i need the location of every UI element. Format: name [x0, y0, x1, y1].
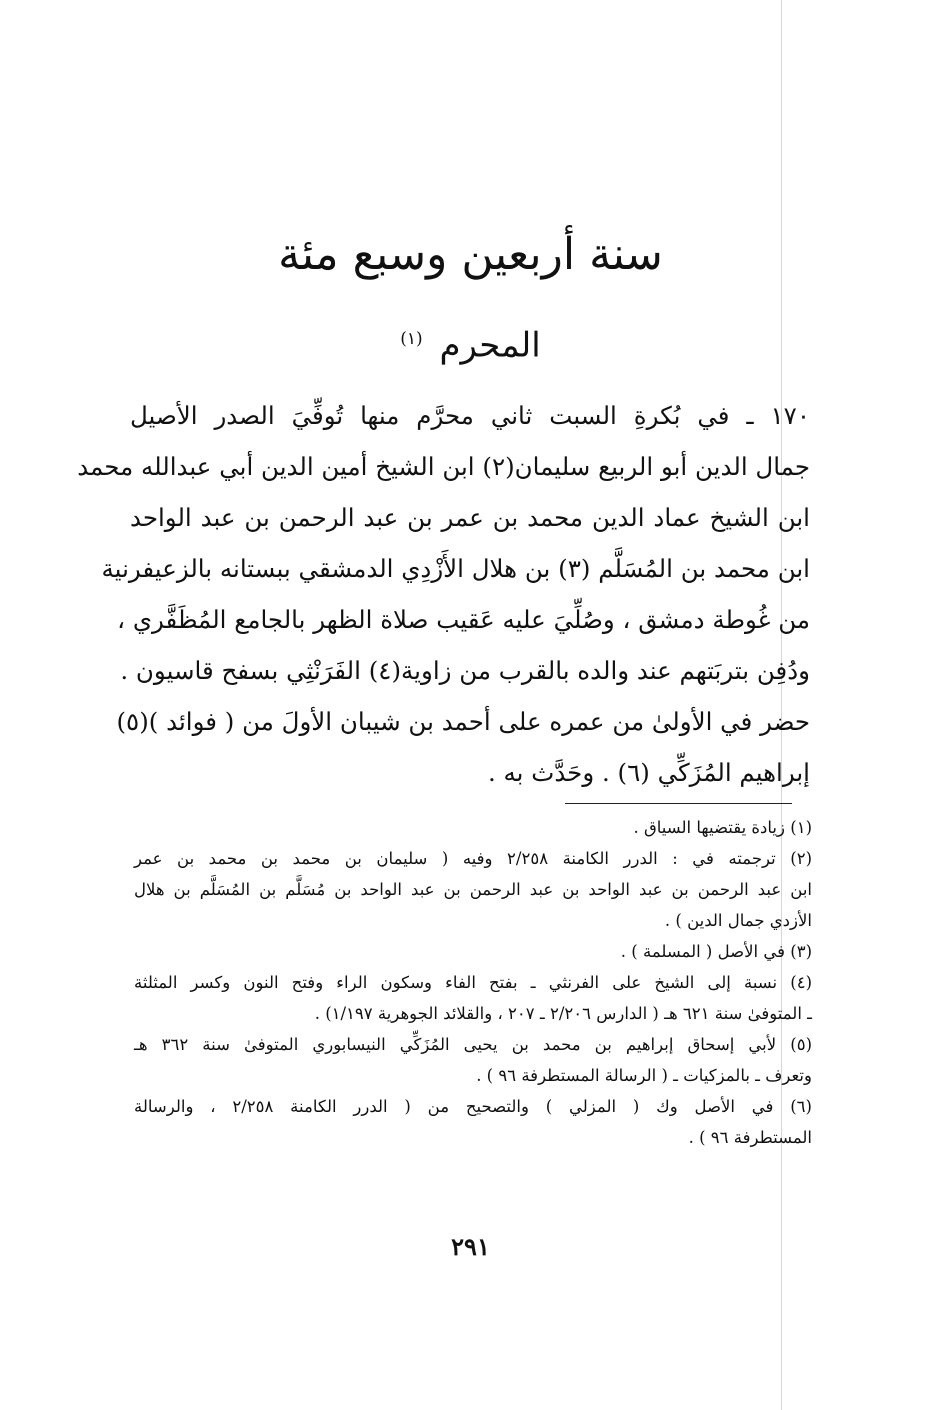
footnote-separator	[565, 803, 792, 804]
footnote-line: الأزدي جمال الدين ) .	[664, 911, 812, 930]
footnote-line: ـ المتوفىٰ سنة ٦٢١ هـ ( الدارس ٢/٢٠٦ ـ ٢٠٧ ، والقلائد الجوهرية ١/١٩٧) .	[314, 1004, 812, 1023]
footnote-line: (١) زيادة يقتضيها السياق .	[633, 818, 812, 837]
footnote-line: (٤) نسبة إلى الشيخ على الفرنثي ـ بفتح الفاء وسكون الراء وفتح النون وكسر المثلثة	[134, 973, 812, 992]
footnote-line: وتعرف ـ بالمزكيات ـ ( الرسالة المستطرفة ٩٦ ) .	[476, 1066, 812, 1085]
narration-paragraph	[116, 696, 810, 798]
footnote-line: ابن عبد الرحمن بن عبد الواحد بن عبد الرحمن بن عبد الواحد بن مُسَلَّم بن المُسَلَّم بن هلال	[134, 880, 812, 899]
text-line: ابن الشيخ عماد الدين محمد بن عمر بن عبد الرحمن بن عبد الواحد	[130, 503, 810, 532]
text-line: ١٧٠ ـ في بُكرةِ السبت ثاني محرَّم منها تُوفِّيَ الصدر الأصيل	[130, 401, 810, 430]
footnote-line: (٣) في الأصل ( المسلمة ) .	[620, 942, 812, 961]
month-heading-text: المحرم	[439, 325, 541, 366]
footnotes	[134, 812, 812, 1153]
text-line: من غُوطة دمشق ، وصُلِّيَ عليه عَقيب صلاة الظهر بالجامع المُظَفَّري ،	[117, 605, 810, 634]
entry-paragraph	[77, 390, 810, 696]
footnote-line: (٢) ترجمته في : الدرر الكامنة ٢/٢٥٨ وفيه ( سليمان بن محمد بن محمد بن عمر	[134, 849, 812, 868]
text-line: ودُفِن بتربَتهم عند والده بالقرب من زاوية(٤) الفَرَنْثِي بسفح قاسيون .	[120, 656, 810, 685]
text-line: إبراهيم المُزَكِّي (٦) . وحَدَّث به .	[487, 758, 810, 787]
year-heading: سنة أربعين وسبع مئة	[278, 229, 663, 280]
text-line: حضر في الأولىٰ من عمره على أحمد بن شيبان الأولَ من ( فوائد )(٥)	[116, 707, 810, 736]
month-footnote-ref: (١)	[400, 329, 423, 349]
text-line: جمال الدين أبو الربيع سليمان(٢) ابن الشيخ أمين الدين أبي عبدالله محمد	[77, 452, 810, 481]
text-line: ابن محمد بن المُسَلَّم (٣) بن هلال الأَزْدِي الدمشقي ببستانه بالزعيفرنية	[101, 554, 810, 583]
footnote-line: (٥) لأبي إسحاق إبراهيم بن محمد بن يحيى المُزَكِّي النيسابوري المتوفىٰ سنة ٣٦٢ هـ	[134, 1035, 813, 1054]
page-number: ٢٩١	[451, 1232, 490, 1261]
month-heading	[0, 313, 941, 371]
footnote-line: (٦) في الأصل وك ( المزلي ) والتصحيح من ( الدرر الكامنة ٢/٢٥٨ ، والرسالة	[134, 1097, 812, 1116]
footnote-line: المستطرفة ٩٦ ) .	[688, 1128, 812, 1147]
